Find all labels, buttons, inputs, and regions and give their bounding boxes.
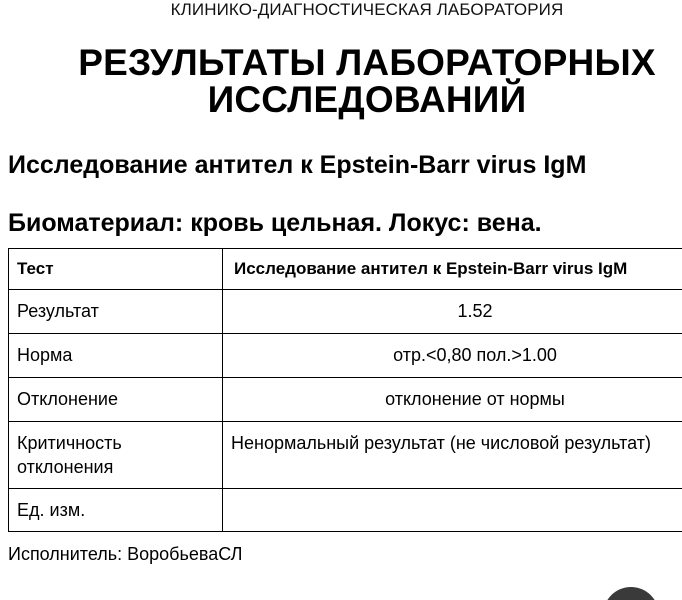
- executor-line: Исполнитель: ВоробьеваСЛ: [8, 544, 243, 564]
- table-row-norm: [9, 334, 682, 378]
- page-title-line-1: РЕЗУЛЬТАТЫ ЛАБОРАТОРНЫХ: [78, 42, 656, 83]
- page-title: [0, 44, 682, 118]
- results-table: [8, 248, 682, 532]
- table-row-criticality: [9, 422, 682, 489]
- row-label: Критичность отклонения: [9, 422, 223, 489]
- floating-scroll-button[interactable]: [603, 587, 659, 600]
- row-value: 1.52: [223, 290, 682, 334]
- row-label: Результат: [9, 290, 223, 334]
- table-header-value: Исследование антител к Epstein-Barr virus IgM: [223, 249, 682, 290]
- lab-name: КЛИНИКО-ДИАГНОСТИЧЕСКАЯ ЛАБОРАТОРИЯ: [170, 0, 564, 19]
- row-label: Отклонение: [9, 378, 223, 422]
- row-value: [223, 489, 682, 532]
- row-value: Ненормальный результат (не числовой результат): [223, 422, 682, 489]
- row-label: Ед. изм.: [9, 489, 223, 532]
- row-label: Норма: [9, 334, 223, 378]
- table-row-units: [9, 489, 682, 532]
- row-value: отклонение от нормы: [223, 378, 682, 422]
- table-header-label: Тест: [9, 249, 223, 290]
- page-title-line-2: ИССЛЕДОВАНИЙ: [207, 79, 527, 120]
- table-row-result: [9, 290, 682, 334]
- table-row-deviation: [9, 378, 682, 422]
- study-name: Исследование антител к Epstein-Barr virus IgM: [8, 151, 587, 179]
- row-value: отр.<0,80 пол.>1.00: [223, 334, 682, 378]
- table-header-row: [9, 249, 682, 290]
- biomaterial-line: Биоматериал: кровь цельная. Локус: вена.: [8, 209, 542, 237]
